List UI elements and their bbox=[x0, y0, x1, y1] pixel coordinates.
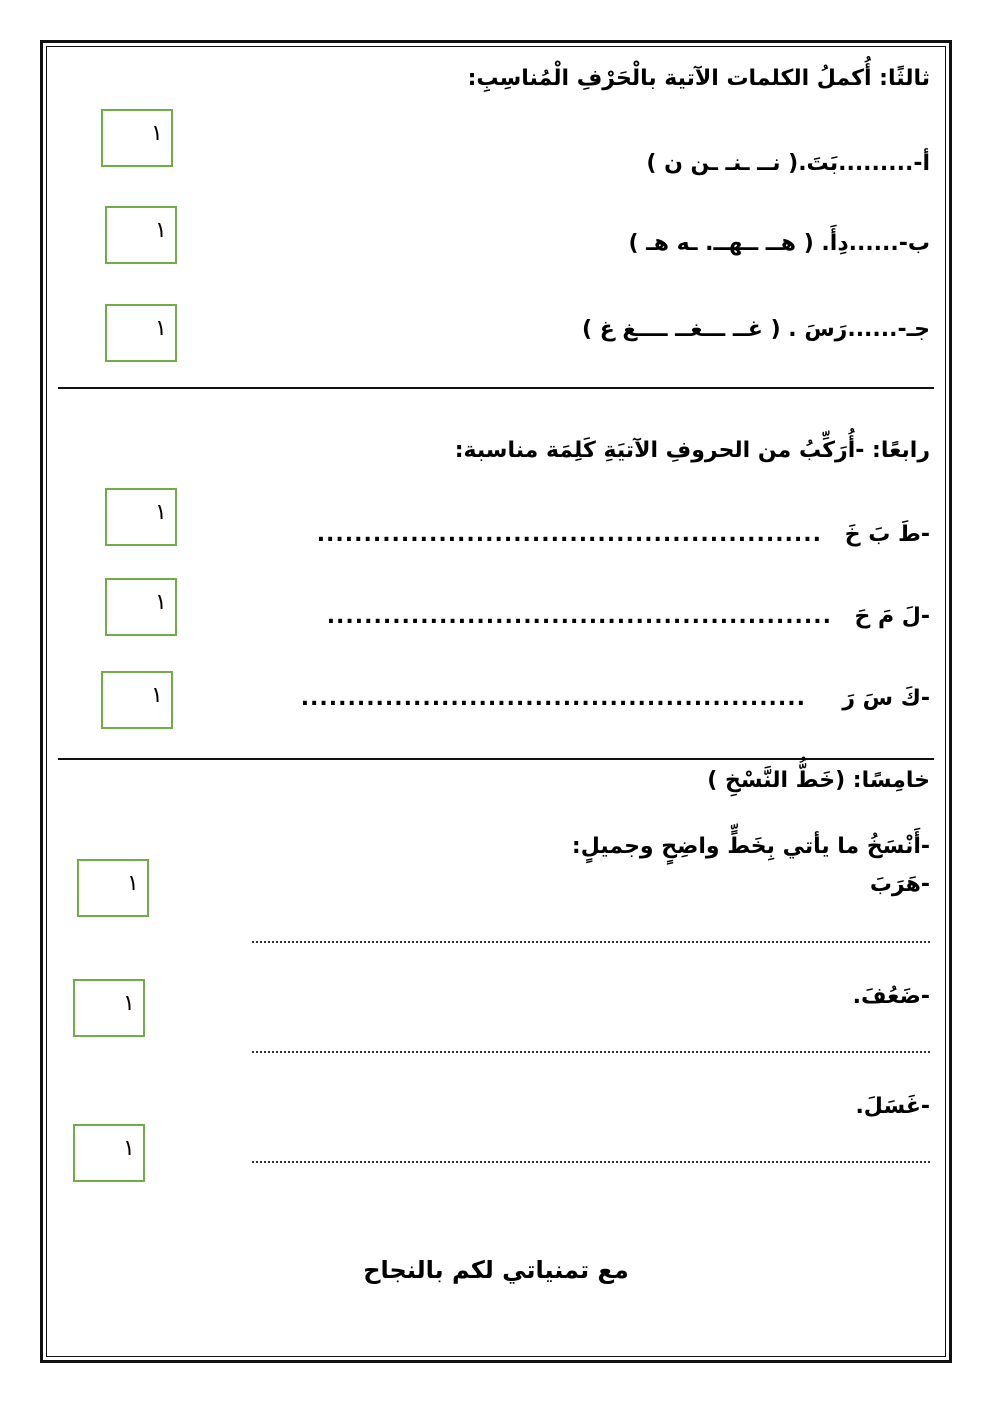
score-value: ١ bbox=[123, 1136, 135, 1161]
closing-message: مع تمنياتي لكم بالنجاح bbox=[363, 1256, 629, 1284]
score-value: ١ bbox=[155, 316, 167, 341]
section4-letters-2: -لَ مَ حَ bbox=[854, 604, 930, 629]
score-box[interactable] bbox=[105, 206, 177, 264]
score-box[interactable] bbox=[101, 671, 173, 729]
score-box[interactable] bbox=[73, 1124, 145, 1182]
section-divider bbox=[58, 758, 934, 760]
score-value: ١ bbox=[151, 121, 163, 146]
copy-word-1: -هَرَبَ bbox=[869, 872, 930, 897]
answer-dots-2[interactable]: ...................................................... bbox=[326, 604, 832, 629]
score-value: ١ bbox=[151, 683, 163, 708]
section5-instruction: -أَنْسَخُ ما يأتي بِخَطٍّ واضِحٍ وجميلٍ: bbox=[571, 834, 930, 859]
score-value: ١ bbox=[155, 218, 167, 243]
score-box[interactable] bbox=[77, 859, 149, 917]
section4-letters-1: -طَ بَ خَ bbox=[844, 522, 930, 547]
section-divider bbox=[58, 387, 934, 389]
answer-dots-3[interactable]: ...................................................... bbox=[300, 686, 806, 711]
score-box[interactable] bbox=[73, 979, 145, 1037]
section3-title: ثالثًا: أُكملُ الكلمات الآتية بالْحَرْفِ الْمُناسِبِ: bbox=[467, 66, 930, 91]
writing-line[interactable] bbox=[252, 1161, 930, 1163]
score-box[interactable] bbox=[105, 304, 177, 362]
section4-title: رابعًا: -أُرَكِّبُ من الحروفِ الآتيَةِ كَلِمَة مناسبة: bbox=[454, 438, 930, 463]
score-value: ١ bbox=[127, 871, 139, 896]
score-box[interactable] bbox=[105, 578, 177, 636]
score-box[interactable] bbox=[105, 488, 177, 546]
copy-word-2: -ضَعُفَ. bbox=[852, 984, 930, 1009]
score-value: ١ bbox=[155, 590, 167, 615]
section5-title: خامِسًا: (خَطُّ النَّسْخِ ) bbox=[707, 768, 930, 793]
section3-item-b: ب-......دِأَ. ( هــ ــهــ. ـه هـ ) bbox=[628, 231, 930, 256]
copy-word-3: -غَسَلَ. bbox=[855, 1094, 930, 1119]
section3-item-c: جـ-......رَسَ . ( غــ ـــغــ ــــغ غ ) bbox=[582, 317, 930, 342]
section3-item-a: أ-.........بَتَ.( نــ ـنـ ـن ن ) bbox=[646, 151, 930, 176]
writing-line[interactable] bbox=[252, 941, 930, 943]
score-value: ١ bbox=[123, 991, 135, 1016]
score-value: ١ bbox=[155, 500, 167, 525]
writing-line[interactable] bbox=[252, 1051, 930, 1053]
answer-dots-1[interactable]: ...................................................... bbox=[316, 522, 822, 547]
section4-letters-3: -كَ سَ رَ bbox=[842, 686, 930, 711]
score-box[interactable] bbox=[101, 109, 173, 167]
